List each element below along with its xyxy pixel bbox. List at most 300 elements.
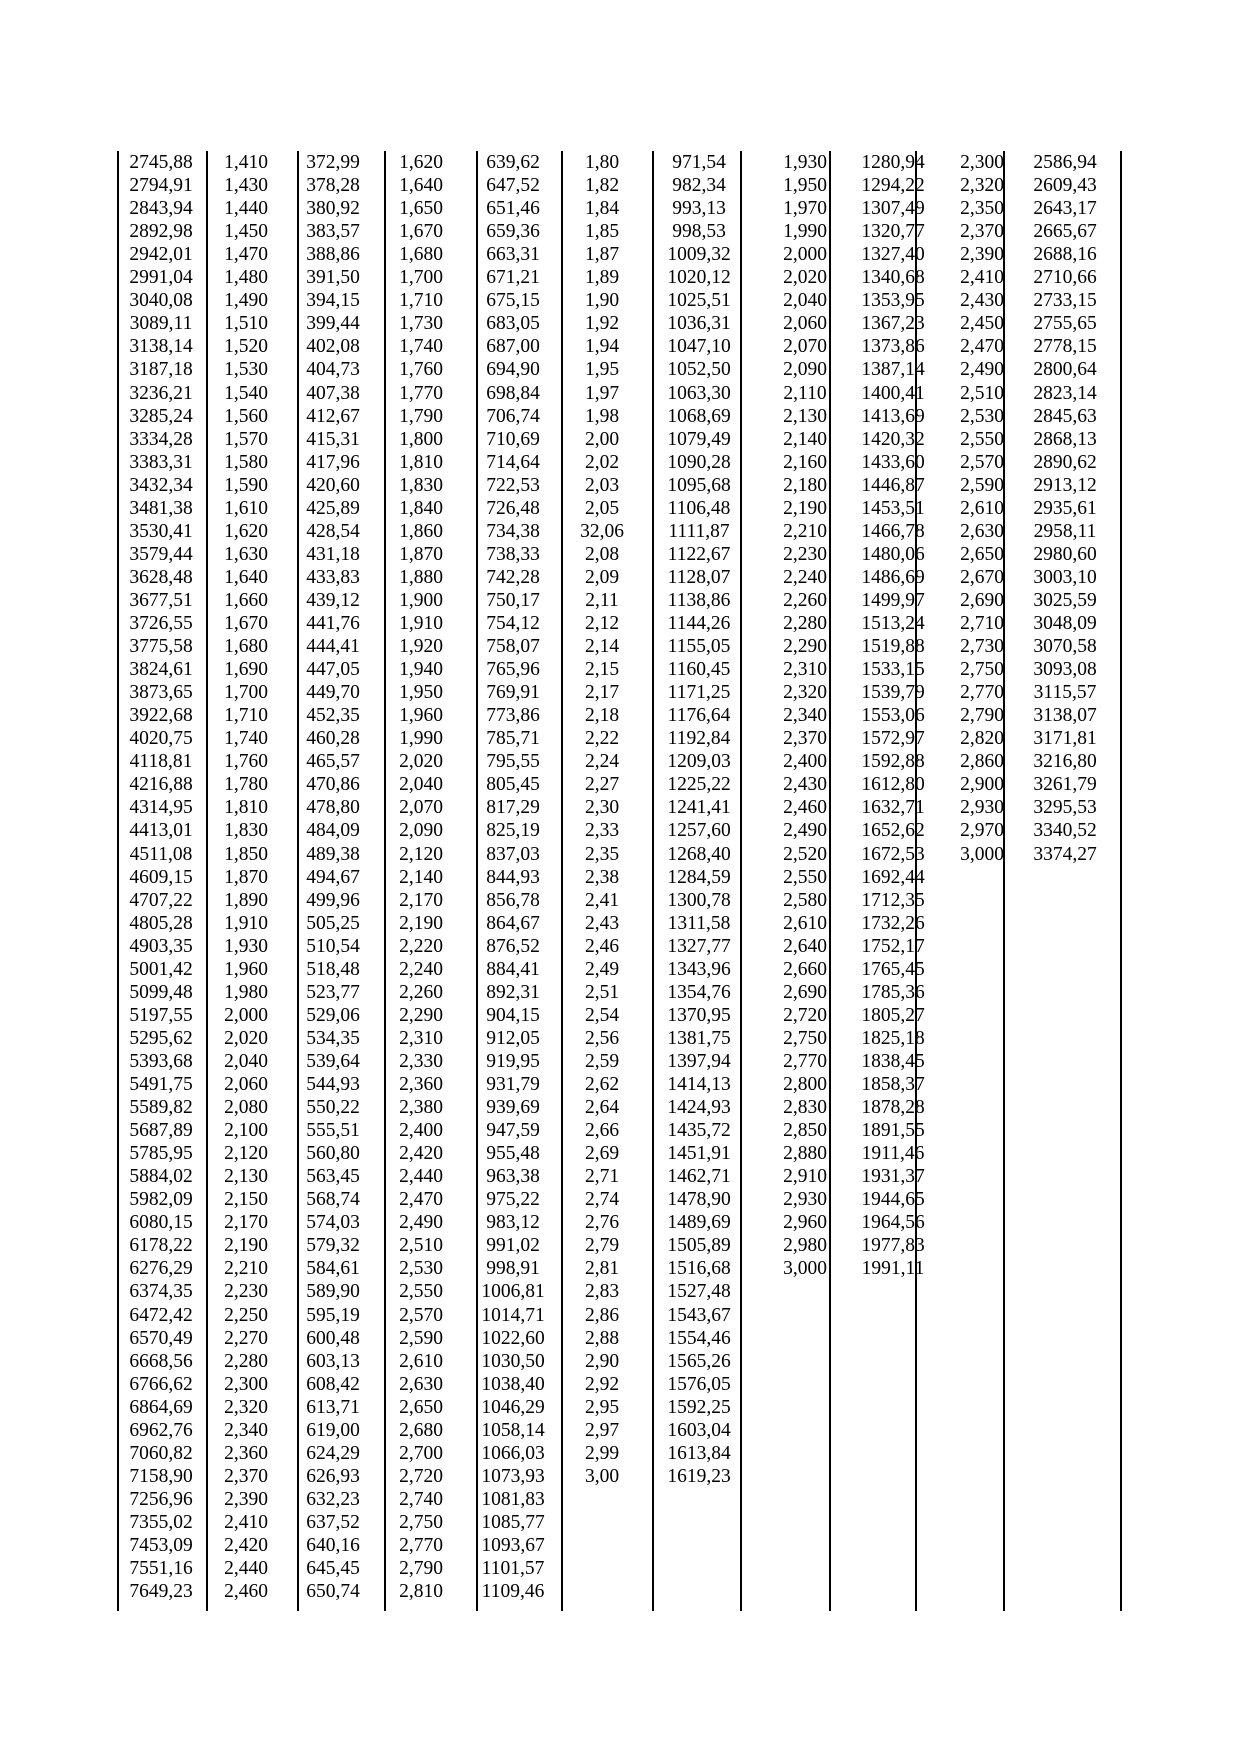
table-cell: 2,210 [224,1258,268,1280]
table-cell: 2,810 [399,1581,443,1603]
table-column [476,151,550,1611]
table-cell: 1,930 [224,935,268,957]
table-cell: 698,84 [486,382,540,404]
table-cell: 750,17 [486,589,540,611]
table-cell: 1,980 [224,981,268,1003]
table-cell: 795,55 [486,751,540,773]
table-cell: 3285,24 [129,405,193,427]
table-cell: 2,490 [960,359,1004,381]
table-cell: 2868,13 [1033,428,1097,450]
table-cell: 5982,09 [129,1189,193,1211]
table-cell: 1311,58 [667,912,731,934]
table-cell: 785,71 [486,728,540,750]
table-cell: 7453,09 [129,1535,193,1556]
table-cell: 2,260 [783,589,827,611]
table-cell: 1,780 [224,774,268,796]
table-cell: 439,12 [306,589,360,611]
table-cell: 2,71 [584,1166,620,1188]
table-cell: 441,76 [306,613,360,634]
table-cell: 1,920 [399,636,443,658]
table-cell: 4314,95 [129,797,193,819]
table-cell: 1592,25 [667,1396,731,1418]
table-cell: 2,390 [960,244,1004,266]
table-cell: 1006,81 [481,1281,545,1303]
table-cell: 1138,86 [667,589,731,611]
table-cell: 2,470 [399,1189,443,1211]
table-cell: 3115,57 [1033,682,1097,704]
table-cell: 1284,59 [667,866,731,888]
table-cell: 2,18 [584,705,620,727]
table-cell: 2,51 [584,981,620,1003]
table-cell: 1353,95 [861,290,925,312]
table-cell: 2,210 [783,520,827,542]
table-cell: 2,460 [783,797,827,819]
table-cell: 2,15 [584,659,620,681]
table-cell: 3628,48 [129,566,193,588]
table-cell: 1420,32 [861,428,925,450]
table-cell: 2,630 [960,520,1004,542]
table-cell: 1225,22 [667,774,731,796]
table-cell: 2,35 [584,843,620,865]
column-divider [1120,151,1122,1611]
table-cell: 1038,40 [481,1373,545,1395]
table-cell: 399,44 [306,313,360,335]
table-cell: 825,19 [486,820,540,842]
table-cell: 1294,22 [861,175,925,197]
table-cell: 404,73 [306,359,360,381]
table-cell: 687,00 [486,336,540,358]
table-cell: 1,880 [399,566,443,588]
table-cell: 1712,35 [861,889,925,911]
table-cell: 1397,94 [667,1050,731,1072]
table-cell: 2845,63 [1033,405,1097,427]
table-cell: 1,430 [224,175,268,197]
table-cell: 1280,94 [861,152,925,173]
table-cell: 494,67 [306,866,360,888]
table-cell: 1805,27 [861,1004,925,1026]
table-cell: 3579,44 [129,543,193,565]
table-cell: 706,74 [486,405,540,427]
table-cell: 2,630 [399,1373,443,1395]
table-cell: 2,22 [584,728,620,750]
table-cell: 1,610 [224,497,268,519]
table-cell: 2609,43 [1033,175,1097,197]
table-cell: 2,190 [783,497,827,519]
table-cell: 1489,69 [667,1212,731,1234]
table-cell: 1,480 [224,267,268,289]
table-column [846,151,940,1611]
table-cell: 2,250 [224,1304,268,1326]
table-cell: 1692,44 [861,866,925,888]
table-cell: 1533,15 [861,659,925,681]
table-cell: 2,350 [960,198,1004,220]
table-cell: 1025,51 [667,290,731,312]
table-cell: 3187,18 [129,359,193,381]
table-cell: 1543,67 [667,1304,731,1326]
table-cell: 993,13 [672,198,726,220]
table-cell: 1,990 [399,728,443,750]
table-cell: 6472,42 [129,1304,193,1326]
table-cell: 2,090 [783,359,827,381]
table-cell: 1085,77 [481,1511,545,1533]
table-cell: 5295,62 [129,1027,193,1049]
table-cell: 4216,88 [129,774,193,796]
table-cell: 1,790 [399,405,443,427]
table-cell: 1020,12 [667,267,731,289]
table-cell: 844,93 [486,866,540,888]
table-cell: 659,36 [486,221,540,243]
table-cell: 2733,15 [1033,290,1097,312]
table-cell: 864,67 [486,912,540,934]
table-cell: 1944,65 [861,1189,925,1211]
table-cell: 5393,68 [129,1050,193,1072]
table-cell: 6766,62 [129,1373,193,1395]
table-cell: 2,550 [399,1281,443,1303]
table-cell: 3,00 [584,1465,620,1487]
table-cell: 555,51 [306,1120,360,1142]
table-cell: 2,000 [224,1004,268,1026]
table-cell: 518,48 [306,958,360,980]
table-cell: 2,46 [584,935,620,957]
table-cell: 1413,69 [861,405,925,427]
table-cell: 1209,03 [667,751,731,773]
table-cell: 955,48 [486,1143,540,1165]
table-cell: 5884,02 [129,1166,193,1188]
table-cell: 2,49 [584,958,620,980]
table-cell: 447,05 [306,659,360,681]
table-cell: 2,590 [960,474,1004,496]
table-cell: 2,83 [584,1281,620,1303]
table-cell: 1063,30 [667,382,731,404]
table-cell: 2,060 [224,1074,268,1095]
table-cell: 1,80 [584,152,620,173]
table-cell: 2,320 [224,1396,268,1418]
table-cell: 758,07 [486,636,540,658]
table-cell: 1,680 [224,636,268,658]
column-divider [117,151,119,1611]
table-cell: 2778,15 [1033,336,1097,358]
table-cell: 417,96 [306,451,360,473]
table-cell: 1592,88 [861,751,925,773]
table-cell: 645,45 [306,1558,360,1580]
table-cell: 1079,49 [667,428,731,450]
table-cell: 3216,80 [1033,751,1097,773]
table-cell: 3138,07 [1033,705,1097,727]
table-cell: 2,79 [584,1235,620,1257]
table-cell: 2,420 [399,1143,443,1165]
table-cell: 2,11 [585,589,619,611]
table-cell: 1,560 [224,405,268,427]
table-cell: 2,930 [783,1189,827,1211]
table-cell: 2,92 [584,1373,620,1395]
table-cell: 1,85 [584,221,620,243]
table-cell: 1,82 [584,175,620,197]
table-cell: 7158,90 [129,1465,193,1487]
table-cell: 1,950 [783,175,827,197]
table-cell: 1451,91 [667,1143,731,1165]
table-cell: 5001,42 [129,958,193,980]
table-cell: 1,810 [224,797,268,819]
table-cell: 1,730 [399,313,443,335]
table-cell: 1058,14 [481,1419,545,1441]
table-cell: 2,610 [399,1350,443,1372]
table-cell: 1,800 [399,428,443,450]
table-cell: 2,610 [783,912,827,934]
table-cell: 563,45 [306,1166,360,1188]
table-cell: 3138,14 [129,336,193,358]
table-cell: 2,440 [399,1166,443,1188]
table-cell: 1652,62 [861,820,925,842]
table-cell: 1022,60 [481,1327,545,1349]
table-cell: 1373,86 [861,336,925,358]
table-column [935,151,1029,1611]
table-cell: 632,23 [306,1488,360,1510]
table-cell: 3070,58 [1033,636,1097,658]
table-cell: 773,86 [486,705,540,727]
table-cell: 1527,48 [667,1281,731,1303]
table-cell: 1,830 [399,474,443,496]
table-cell: 1478,90 [667,1189,731,1211]
table-cell: 5687,89 [129,1120,193,1142]
table-cell: 1505,89 [667,1235,731,1257]
table-cell: 5197,55 [129,1004,193,1026]
table-cell: 1838,45 [861,1050,925,1072]
table-cell: 2,070 [783,336,827,358]
table-cell: 1466,78 [861,520,925,542]
table-cell: 2,38 [584,866,620,888]
table-cell: 2,610 [960,497,1004,519]
table-cell: 3383,31 [129,451,193,473]
table-cell: 2,230 [783,543,827,565]
table-cell: 1931,37 [861,1166,925,1188]
table-cell: 1009,32 [667,244,731,266]
table-cell: 2,430 [960,290,1004,312]
table-cell: 1964,56 [861,1212,925,1234]
table-cell: 484,09 [306,820,360,842]
table-cell: 1,960 [399,705,443,727]
table-cell: 2,360 [224,1442,268,1464]
table-cell: 2,97 [584,1419,620,1441]
table-cell: 1,760 [399,359,443,381]
table-cell: 505,25 [306,912,360,934]
table-cell: 550,22 [306,1097,360,1119]
table-cell: 2,95 [584,1396,620,1418]
table-cell: 1,580 [224,451,268,473]
table-cell: 1,640 [224,566,268,588]
table-cell: 2,160 [783,451,827,473]
table-cell: 1672,53 [861,843,925,865]
table-cell: 2,510 [399,1235,443,1257]
table-cell: 1,510 [224,313,268,335]
table-cell: 1,890 [224,889,268,911]
table-cell: 931,79 [486,1074,540,1095]
table-cell: 1977,83 [861,1235,925,1257]
table-cell: 1,490 [224,290,268,312]
table-cell: 2,980 [783,1235,827,1257]
table-cell: 470,86 [306,774,360,796]
table-cell: 884,41 [486,958,540,980]
table-cell: 2,330 [399,1050,443,1072]
table-cell: 1554,46 [667,1327,731,1349]
table-cell: 3922,68 [129,705,193,727]
table-cell: 2,750 [960,659,1004,681]
table-cell: 919,95 [486,1050,540,1072]
table-cell: 1343,96 [667,958,731,980]
table-cell: 1014,71 [481,1304,545,1326]
table-cell: 2,05 [584,497,620,519]
table-cell: 5785,95 [129,1143,193,1165]
table-column [292,151,374,1611]
table-cell: 1,590 [224,474,268,496]
table-cell: 2,64 [584,1097,620,1119]
table-cell: 539,64 [306,1050,360,1072]
table-cell: 534,35 [306,1027,360,1049]
table-cell: 433,83 [306,566,360,588]
table-cell: 1499,97 [861,589,925,611]
table-cell: 742,28 [486,566,540,588]
table-cell: 1,770 [399,382,443,404]
table-cell: 378,28 [306,175,360,197]
table-cell: 2,970 [960,820,1004,842]
table-cell: 2,040 [783,290,827,312]
table-cell: 1,760 [224,751,268,773]
table-cell: 2,300 [224,1373,268,1395]
table-cell: 1,95 [584,359,620,381]
table-cell: 2,910 [783,1166,827,1188]
table-cell: 1367,23 [861,313,925,335]
table-cell: 420,60 [306,474,360,496]
table-cell: 1,960 [224,958,268,980]
table-cell: 1090,28 [667,451,731,473]
table-cell: 3093,08 [1033,659,1097,681]
table-cell: 1513,24 [861,613,925,634]
table-cell: 1109,46 [481,1581,545,1603]
table-cell: 2,520 [783,843,827,865]
table-cell: 2643,17 [1033,198,1097,220]
table-cell: 1,630 [224,543,268,565]
table-cell: 6962,76 [129,1419,193,1441]
table-cell: 1765,45 [861,958,925,980]
table-cell: 1,620 [224,520,268,542]
table-cell: 2,24 [584,751,620,773]
table-cell: 2,69 [584,1143,620,1165]
table-cell: 2,770 [783,1050,827,1072]
table-cell: 2,880 [783,1143,827,1165]
table-cell: 380,92 [306,198,360,220]
table-cell: 2,570 [399,1304,443,1326]
table-cell: 6276,29 [129,1258,193,1280]
table-cell: 383,57 [306,221,360,243]
table-cell: 2,960 [783,1212,827,1234]
table-column [378,151,464,1611]
table-cell: 1,710 [399,290,443,312]
table-cell: 402,08 [306,336,360,358]
table-cell: 2935,61 [1033,497,1097,519]
table-cell: 837,03 [486,843,540,865]
table-cell: 2,590 [399,1327,443,1349]
table-cell: 1,530 [224,359,268,381]
table-cell: 1424,93 [667,1097,731,1119]
table-cell: 2,400 [399,1120,443,1142]
table-cell: 7355,02 [129,1511,193,1533]
table-cell: 2,770 [399,1535,443,1556]
table-cell: 3530,41 [129,520,193,542]
table-cell: 32,06 [580,520,624,542]
table-cell: 1047,10 [667,336,731,358]
table-cell: 460,28 [306,728,360,750]
table-cell: 2,170 [399,889,443,911]
table-cell: 3040,08 [129,290,193,312]
table-cell: 624,29 [306,1442,360,1464]
table-cell: 2,190 [399,912,443,934]
table-cell: 394,15 [306,290,360,312]
table-cell: 3,000 [960,843,1004,865]
table-cell: 1257,60 [667,820,731,842]
table-cell: 4903,35 [129,935,193,957]
table-cell: 2,720 [783,1004,827,1026]
table-cell: 2,370 [783,728,827,750]
table-cell: 431,18 [306,543,360,565]
table-cell: 2,290 [783,636,827,658]
table-cell: 637,52 [306,1511,360,1533]
table-column [758,151,852,1611]
table-cell: 2,220 [399,935,443,957]
table-cell: 2,00 [584,428,620,450]
table-cell: 2,390 [224,1488,268,1510]
table-cell: 2,150 [224,1189,268,1211]
table-cell: 2,90 [584,1350,620,1372]
table-cell: 1,92 [584,313,620,335]
table-cell: 1486,69 [861,566,925,588]
table-cell: 589,90 [306,1281,360,1303]
table-cell: 2,120 [224,1143,268,1165]
table-cell: 7649,23 [129,1581,193,1603]
table-cell: 1785,36 [861,981,925,1003]
table-cell: 1,410 [224,152,268,173]
table-cell: 1327,40 [861,244,925,266]
table-cell: 1,680 [399,244,443,266]
table-cell: 1176,64 [667,705,731,727]
table-cell: 1354,76 [667,981,731,1003]
table-cell: 1036,31 [667,313,731,335]
table-cell: 1,930 [783,152,827,173]
table-cell: 640,16 [306,1535,360,1556]
table-cell: 584,61 [306,1258,360,1280]
table-cell: 2942,01 [129,244,193,266]
table-cell: 449,70 [306,682,360,704]
table-cell: 2,510 [960,382,1004,404]
table-cell: 2800,64 [1033,359,1097,381]
table-cell: 2,320 [783,682,827,704]
table-cell: 1030,50 [481,1350,545,1372]
table-cell: 2,080 [224,1097,268,1119]
table-cell: 2,550 [783,866,827,888]
table-cell: 2,820 [960,728,1004,750]
table-cell: 694,90 [486,359,540,381]
table-cell: 2,690 [783,981,827,1003]
table-cell: 3295,53 [1033,797,1097,819]
table-cell: 2,020 [399,751,443,773]
table-cell: 1111,87 [668,520,730,542]
table-cell: 2,360 [399,1074,443,1095]
table-cell: 7551,16 [129,1558,193,1580]
table-cell: 2,530 [960,405,1004,427]
table-cell: 6570,49 [129,1327,193,1349]
table-cell: 1516,68 [667,1258,731,1280]
table-cell: 4020,75 [129,728,193,750]
table-cell: 5491,75 [129,1074,193,1095]
table-cell: 975,22 [486,1189,540,1211]
